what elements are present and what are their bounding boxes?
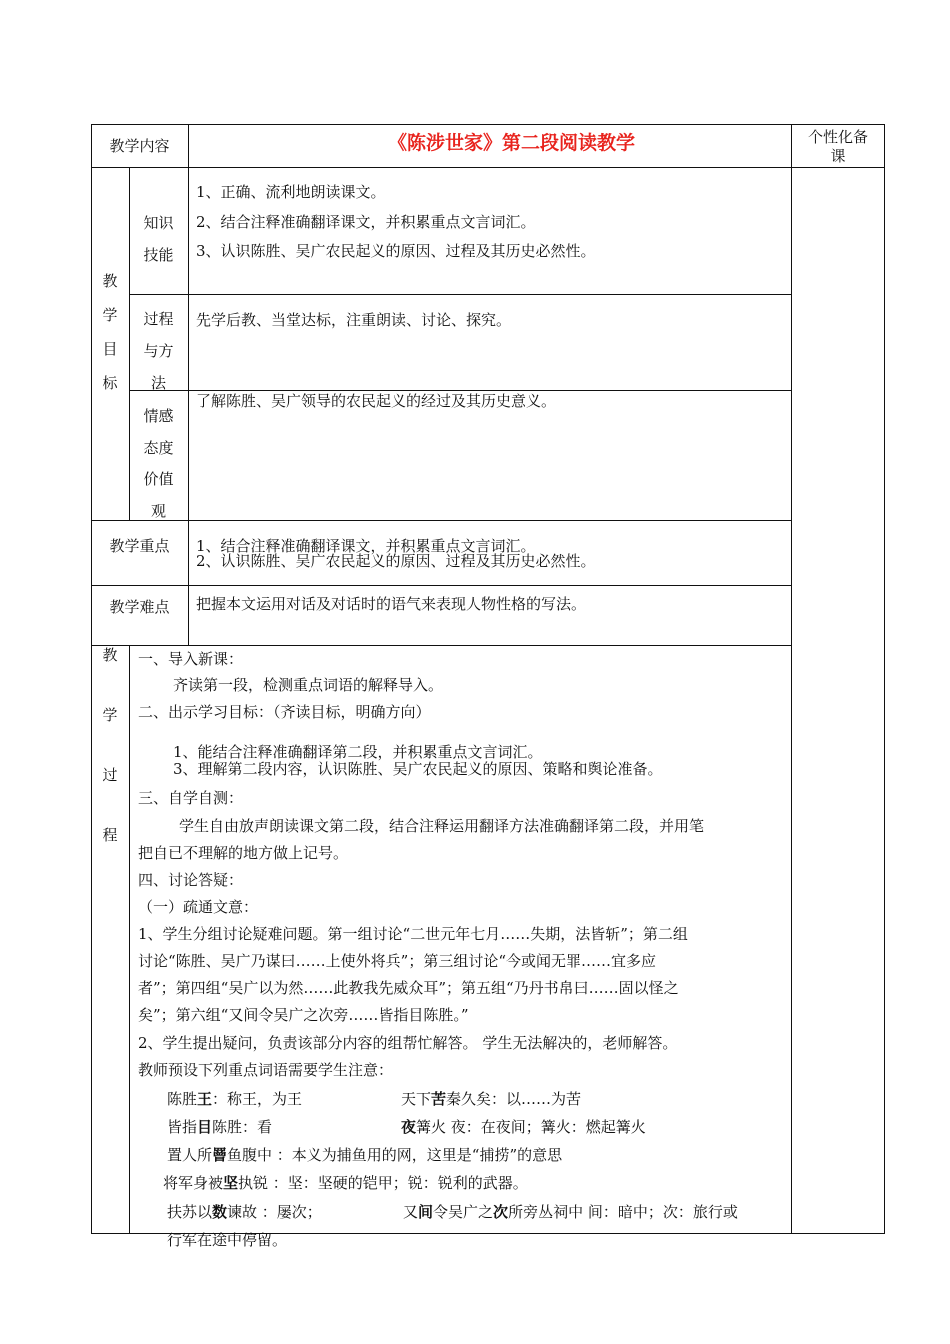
emotion-label-3: 价值	[143, 470, 174, 488]
vocab-item: 行军在途中停留。	[167, 1231, 288, 1249]
vocab-item: 夜篝火 夜：在夜间；篝火：燃起篝火	[401, 1118, 646, 1136]
difficulties-text: 把握本文运用对话及对话时的语气来表现人物性格的写法。	[196, 595, 587, 613]
process-label-3: 法	[150, 374, 166, 392]
lesson-plan-table	[91, 124, 885, 1249]
key-point-item: 2、认识陈胜、吴广农民起义的原因、过程及其历史必然性。	[196, 552, 596, 570]
vocab-item: 皆指目陈胜：看	[167, 1118, 273, 1136]
process-line: 矣”；第六组“又间令吴广之次旁……皆指目陈胜。”	[138, 1006, 469, 1024]
vocab-item: 天下苦秦久矣：以……为苦	[401, 1090, 582, 1108]
process-line: 1、能结合注释准确翻译第二段，并积累重点文言词汇。	[173, 743, 543, 761]
vocab-item: 陈胜王：称王，为王	[167, 1090, 303, 1108]
process-line: 学生自由放声朗读课文第二段，结合注释运用翻译方法准确翻译第二段，并用笔	[179, 817, 705, 835]
emotion-label-2: 态度	[143, 439, 174, 457]
knowledge-item: 2、结合注释准确翻译课文，并积累重点文言词汇。	[196, 213, 536, 231]
process-line: 二、出示学习目标：（齐读目标，明确方向）	[138, 703, 431, 721]
objectives-label: 教 学 目 标	[102, 272, 118, 392]
process-line: 1、学生分组讨论疑难问题。第一组讨论“二世元年七月……失期，法皆斩”；第二组	[138, 925, 688, 943]
vocab-item: 又间令吴广之次所旁丛祠中 间：暗中；次：旅行或	[403, 1203, 738, 1221]
process-line: 三、自学自测：	[138, 789, 244, 807]
process-line: 者”；第四组“吴广以为然……此教我先威众耳”；第五组“乃丹书帛曰……固以怪之	[138, 979, 679, 997]
process-line: 一、导入新课：	[138, 650, 244, 668]
process-line: 齐读第一段，检测重点词语的解释导入。	[173, 676, 444, 694]
notes-label-1: 个性化备	[807, 128, 868, 146]
process-section-label: 教 学 过 程	[102, 646, 118, 844]
knowledge-item: 1、正确、流利地朗读课文。	[196, 183, 386, 201]
process-line: 3、理解第二段内容，认识陈胜、吴广农民起义的原因、策略和舆论准备。	[173, 760, 663, 778]
process-label-2: 与方	[143, 342, 174, 360]
process-line: 把自已不理解的地方做上记号。	[138, 844, 349, 862]
notes-label-2: 课	[830, 147, 846, 165]
difficulties-label: 教学难点	[109, 598, 170, 616]
knowledge-label-2: 技能	[143, 246, 174, 264]
vocab-item: 置人所罾鱼腹中 ：本义为捕鱼用的网，这里是“捕捞”的意思	[167, 1146, 563, 1164]
vocab-item: 将军身被坚执锐 ：坚：坚硬的铠甲；锐：锐利的武器。	[163, 1174, 528, 1192]
emotion-label-4: 观	[150, 502, 166, 520]
process-line: （一）疏通文意：	[138, 898, 259, 916]
process-line: 讨论“陈胜、吴广乃谋曰……上使外将兵”；第三组讨论“今或闻无罪……宜多应	[138, 952, 657, 970]
process-text: 先学后教、当堂达标，注重朗读、讨论、探究。	[196, 311, 512, 329]
content-label: 教学内容	[109, 137, 170, 155]
key-point-item: 1、结合注释准确翻译课文，并积累重点文言词汇。	[196, 537, 536, 555]
process-line: 四、讨论答疑：	[138, 871, 244, 889]
knowledge-label-1: 知识	[143, 214, 174, 232]
process-label-1: 过程	[143, 310, 174, 328]
vocab-item: 扶苏以数谏故 ：屡次；	[167, 1203, 322, 1221]
knowledge-item: 3、认识陈胜、吴广农民起义的原因、过程及其历史必然性。	[196, 242, 596, 260]
process-line: 教师预设下列重点词语需要学生注意：	[138, 1061, 394, 1079]
emotion-text: 了解陈胜、吴广领导的农民起义的经过及其历史意义。	[196, 392, 557, 410]
process-line: 2、学生提出疑问，负责该部分内容的组帮忙解答。 学生无法解决的，老师解答。	[138, 1034, 678, 1052]
emotion-label-1: 情感	[143, 407, 174, 425]
key-points-label: 教学重点	[109, 537, 170, 555]
page-title: 《陈涉世家》第二段阅读教学	[388, 132, 636, 154]
